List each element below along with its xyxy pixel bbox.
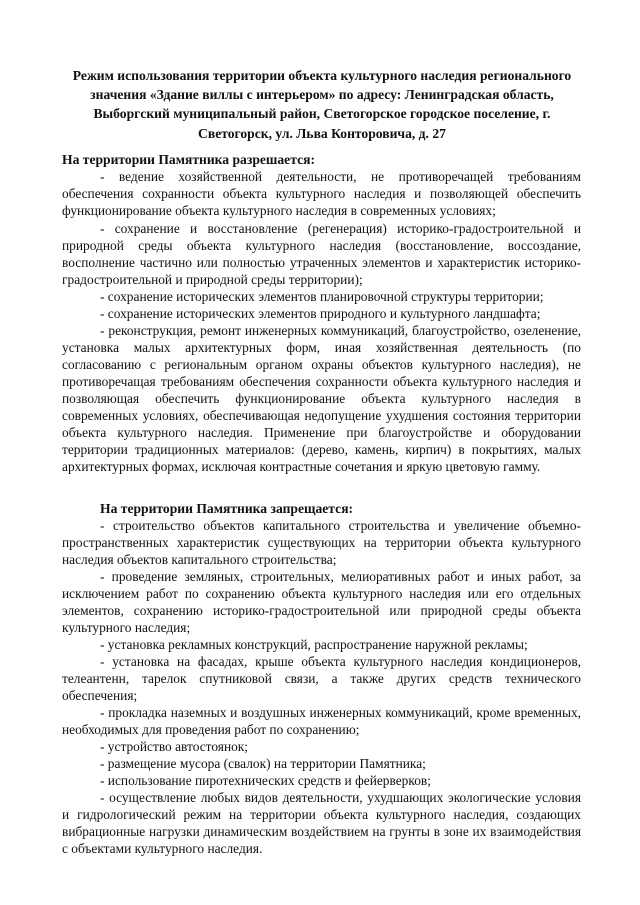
prohibited-item: - строительство объектов капитального строительства и увеличение объемно-пространственных характеристик существующих на территории объекта культурного наследия объектов капитального строительства; (62, 518, 581, 567)
allowed-item: - реконструкция, ремонт инженерных коммуникаций, благоустройство, озеленение, установка малых архитектурных форм, иная хозяйственная деятельность (по согласованию с региональным органом охраны объектов культурного наследия), не противоречащая требованиям обеспечения сохранности объекта культурного наследия и позволяющая обеспечить функционирование объекта культурного наследия в современных условиях, обеспечивающая недопущение ухудшения состояния территории объекта культурного наследия. Применение при благоустройстве и оборудовании территории традиционных материалов: (дерево, камень, кирпич) в покрытиях, малых архитектурных формах, исключая контрастные сочетания и яркую цветовую гамму. (62, 323, 581, 474)
allowed-item: - ведение хозяйственной деятельности, не противоречащей требованиям обеспечения сохранности объекта культурного наследия и позволяющей обеспечить функционирование объекта культурного наследия в современных условиях; (62, 169, 581, 218)
prohibited-item: - установка на фасадах, крыше объекта культурного наследия кондиционеров, телеантенн, тарелок спутниковой связи, а также других средств технического обеспечения; (62, 654, 581, 703)
prohibited-item: - установка рекламных конструкций, распространение наружной рекламы; (100, 637, 528, 652)
prohibited-heading: На территории Памятника запрещается: (100, 501, 354, 516)
prohibited-item: - проведение земляных, строительных, мелиоративных работ и иных работ, за исключением работ по сохранению объекта культурного наследия или его отдельных элементов, сохранению историко-градостроительной или природной среды объекта культурного наследия; (62, 569, 581, 635)
allowed-item: - сохранение исторических элементов планировочной структуры территории; (100, 289, 544, 304)
prohibited-item: - осуществление любых видов деятельности, ухудшающих экологические условия и гидрологический режим на территории объекта культурного наследия, создающих вибрационные нагрузки динамическим воздействием на грунты в зоне их взаимодействия с объектами культурного наследия. (62, 790, 581, 856)
prohibited-item: - размещение мусора (свалок) на территории Памятника; (100, 756, 426, 771)
prohibited-item: - использование пиротехнических средств и фейерверков; (100, 773, 431, 788)
allowed-heading: На территории Памятника разрешается: (62, 152, 315, 167)
allowed-item: - сохранение и восстановление (регенерация) историко-градостроительной и природной среды объекта культурного наследия (восстановление, воссоздание, восполнение частично или полностью утраченных элементов и характеристик историко-градостроительной и природной среды территории); (62, 221, 581, 287)
prohibited-item: - прокладка наземных и воздушных инженерных коммуникаций, кроме временных, необходимых для проведения работ по сохранению; (62, 705, 581, 737)
document-title: Режим использования территории объекта культурного наследия регионального значения «Здание виллы с интерьером» по адресу: Ленинградская область, Выборгский муниципальный район, Светогорское городское поселение, г. Светогорск, ул. Льва Конторовича, д. 27 (72, 68, 572, 141)
allowed-item: - сохранение исторических элементов природного и культурного ландшафта; (100, 306, 541, 321)
prohibited-item: - устройство автостоянок; (100, 739, 249, 754)
